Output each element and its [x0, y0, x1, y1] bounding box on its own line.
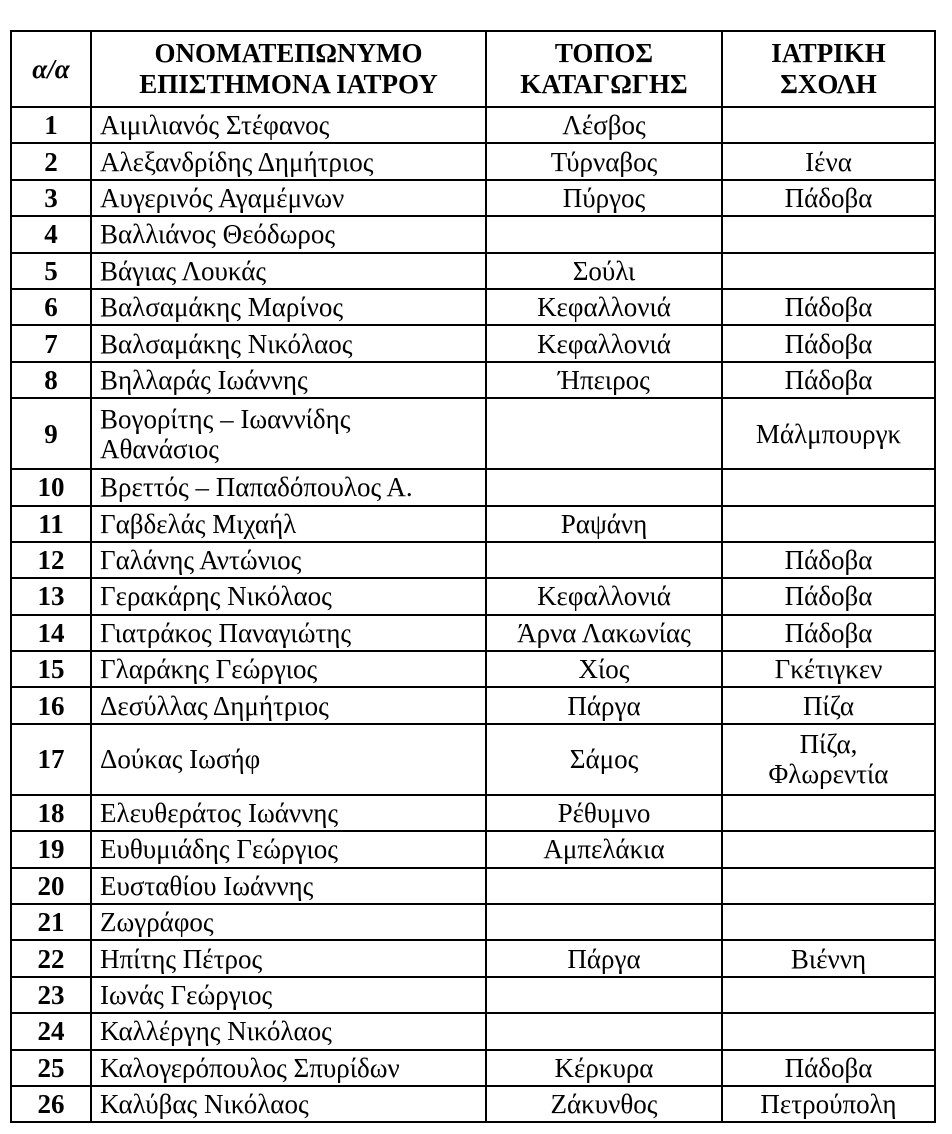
table-row — [11, 216, 935, 252]
doctor-name: Δεσύλλας Δημήτριος — [91, 687, 486, 723]
table-header — [11, 31, 935, 107]
header-origin-line: ΤΟΠΟΣ — [554, 38, 654, 68]
doctor-name: Ιωνάς Γεώργιος — [91, 977, 486, 1013]
place-of-origin: Κεφαλλονιά — [486, 578, 722, 614]
medical-school — [722, 724, 935, 795]
table-row — [11, 325, 935, 361]
place-of-origin: Σούλι — [486, 253, 722, 289]
doctor-name: Γαλάνης Αντώνιος — [91, 542, 486, 578]
table-row — [11, 977, 935, 1013]
doctor-name-line: Αθανάσιος — [100, 433, 219, 464]
row-number: 18 — [11, 795, 91, 831]
header-origin — [486, 31, 722, 107]
row-number: 21 — [11, 904, 91, 940]
doctor-name: Βρεττός – Παπαδόπουλος Α. — [91, 469, 486, 505]
medical-school: Πετρούπολη — [722, 1086, 935, 1122]
doctor-name: Γιατράκος Παναγιώτης — [91, 615, 486, 651]
header-school-line: ΣΧΟΛΗ — [780, 69, 877, 99]
doctor-name: Βαλλιάνος Θεόδωρος — [91, 216, 486, 252]
doctor-name: Βαλσαμάκης Μαρίνος — [91, 289, 486, 325]
place-of-origin — [486, 216, 722, 252]
place-of-origin: Λέσβος — [486, 107, 722, 143]
doctor-name: Καλογερόπουλος Σπυρίδων — [91, 1050, 486, 1086]
doctor-name: Γλαράκης Γεώργιος — [91, 651, 486, 687]
table-row — [11, 651, 935, 687]
table-row — [11, 615, 935, 651]
table-row — [11, 868, 935, 904]
row-number: 12 — [11, 542, 91, 578]
table-row — [11, 107, 935, 143]
doctor-name: Γερακάρης Νικόλαος — [91, 578, 486, 614]
row-number: 22 — [11, 940, 91, 976]
place-of-origin: Σάμος — [486, 724, 722, 795]
row-number: 13 — [11, 578, 91, 614]
place-of-origin: Τύρναβος — [486, 143, 722, 179]
medical-school — [722, 253, 935, 289]
row-number: 3 — [11, 180, 91, 216]
place-of-origin: Ραψάνη — [486, 506, 722, 542]
header-name — [91, 31, 486, 107]
medical-school: Πάδοβα — [722, 180, 935, 216]
place-of-origin: Άρνα Λακωνίας — [486, 615, 722, 651]
header-origin-line: ΚΑΤΑΓΩΓΗΣ — [520, 69, 688, 99]
row-number: 2 — [11, 143, 91, 179]
header-row — [11, 31, 935, 107]
doctor-name: Δούκας Ιωσήφ — [91, 724, 486, 795]
medical-school — [722, 1013, 935, 1049]
place-of-origin: Πύργος — [486, 180, 722, 216]
row-number: 20 — [11, 868, 91, 904]
place-of-origin — [486, 977, 722, 1013]
medical-school — [722, 831, 935, 867]
table-row — [11, 904, 935, 940]
doctor-name: Ελευθεράτος Ιωάννης — [91, 795, 486, 831]
place-of-origin: Κέρκυρα — [486, 1050, 722, 1086]
table-row — [11, 1050, 935, 1086]
place-of-origin: Πάργα — [486, 940, 722, 976]
doctor-name: Καλλέργης Νικόλαος — [91, 1013, 486, 1049]
row-number: 16 — [11, 687, 91, 723]
doctor-name: Βάγιας Λουκάς — [91, 253, 486, 289]
medical-school — [722, 977, 935, 1013]
medical-school — [722, 506, 935, 542]
table-row — [11, 469, 935, 505]
doctor-name: Αιμιλιανός Στέφανος — [91, 107, 486, 143]
medical-school: Πάδοβα — [722, 362, 935, 398]
medical-school: Πίζα — [722, 687, 935, 723]
row-number: 25 — [11, 1050, 91, 1086]
place-of-origin — [486, 1013, 722, 1049]
row-number: 8 — [11, 362, 91, 398]
table-row — [11, 795, 935, 831]
place-of-origin: Κεφαλλονιά — [486, 289, 722, 325]
header-number: α/α — [11, 31, 91, 107]
doctors-table — [10, 30, 936, 1123]
row-number: 17 — [11, 724, 91, 795]
medical-school: Ιένα — [722, 143, 935, 179]
medical-school: Πάδοβα — [722, 325, 935, 361]
medical-school-line: Πίζα, — [799, 729, 858, 760]
medical-school: Γκέτιγκεν — [722, 651, 935, 687]
table-row — [11, 831, 935, 867]
table-row — [11, 687, 935, 723]
row-number: 24 — [11, 1013, 91, 1049]
medical-school — [722, 469, 935, 505]
place-of-origin — [486, 904, 722, 940]
medical-school: Πάδοβα — [722, 289, 935, 325]
table-row — [11, 398, 935, 469]
table-row — [11, 180, 935, 216]
doctor-name: Ζωγράφος — [91, 904, 486, 940]
table-row — [11, 143, 935, 179]
medical-school — [722, 868, 935, 904]
place-of-origin — [486, 469, 722, 505]
medical-school — [722, 216, 935, 252]
place-of-origin: Πάργα — [486, 687, 722, 723]
header-name-line: ΕΠΙΣΤΗΜΟΝΑ ΙΑΤΡΟΥ — [139, 69, 438, 99]
row-number: 5 — [11, 253, 91, 289]
medical-school: Βιέννη — [722, 940, 935, 976]
table-row — [11, 542, 935, 578]
row-number: 23 — [11, 977, 91, 1013]
medical-school — [722, 904, 935, 940]
medical-school: Πάδοβα — [722, 578, 935, 614]
row-number: 15 — [11, 651, 91, 687]
table-row — [11, 940, 935, 976]
row-number: 11 — [11, 506, 91, 542]
doctor-name: Ευθυμιάδης Γεώργιος — [91, 831, 486, 867]
row-number: 7 — [11, 325, 91, 361]
medical-school — [722, 795, 935, 831]
doctor-name — [91, 398, 486, 469]
place-of-origin: Αμπελάκια — [486, 831, 722, 867]
medical-school: Πάδοβα — [722, 542, 935, 578]
doctor-name: Ευσταθίου Ιωάννης — [91, 868, 486, 904]
medical-school-line: Φλωρεντία — [768, 759, 889, 790]
header-school — [722, 31, 935, 107]
place-of-origin: Ήπειρος — [486, 362, 722, 398]
place-of-origin: Ρέθυμνο — [486, 795, 722, 831]
place-of-origin — [486, 398, 722, 469]
row-number: 9 — [11, 398, 91, 469]
row-number: 14 — [11, 615, 91, 651]
table-row — [11, 253, 935, 289]
place-of-origin: Ζάκυνθος — [486, 1086, 722, 1122]
medical-school: Μάλμπουργκ — [722, 398, 935, 469]
row-number: 26 — [11, 1086, 91, 1122]
doctor-name: Βαλσαμάκης Νικόλαος — [91, 325, 486, 361]
place-of-origin — [486, 868, 722, 904]
row-number: 19 — [11, 831, 91, 867]
table-row — [11, 1013, 935, 1049]
doctor-name: Καλύβας Νικόλαος — [91, 1086, 486, 1122]
row-number: 1 — [11, 107, 91, 143]
header-name-line: ΟΝΟΜΑΤΕΠΩΝΥΜΟ — [154, 38, 423, 68]
table-row — [11, 506, 935, 542]
table-row — [11, 289, 935, 325]
header-school-line: ΙΑΤΡΙΚΗ — [771, 38, 886, 68]
table-row — [11, 724, 935, 795]
table-row — [11, 362, 935, 398]
doctor-name: Γαβδελάς Μιχαήλ — [91, 506, 486, 542]
medical-school: Πάδοβα — [722, 615, 935, 651]
table-body — [11, 107, 935, 1122]
medical-school: Πάδοβα — [722, 1050, 935, 1086]
doctor-name: Ηπίτης Πέτρος — [91, 940, 486, 976]
row-number: 4 — [11, 216, 91, 252]
doctor-name: Αλεξανδρίδης Δημήτριος — [91, 143, 486, 179]
table-row — [11, 1086, 935, 1122]
place-of-origin: Κεφαλλονιά — [486, 325, 722, 361]
doctor-name: Βηλλαράς Ιωάννης — [91, 362, 486, 398]
place-of-origin — [486, 542, 722, 578]
row-number: 10 — [11, 469, 91, 505]
medical-school — [722, 107, 935, 143]
place-of-origin: Χίος — [486, 651, 722, 687]
row-number: 6 — [11, 289, 91, 325]
doctor-name: Αυγερινός Αγαμέμνων — [91, 180, 486, 216]
table-row — [11, 578, 935, 614]
doctor-name-line: Βογορίτης – Ιωαννίδης — [100, 403, 351, 434]
